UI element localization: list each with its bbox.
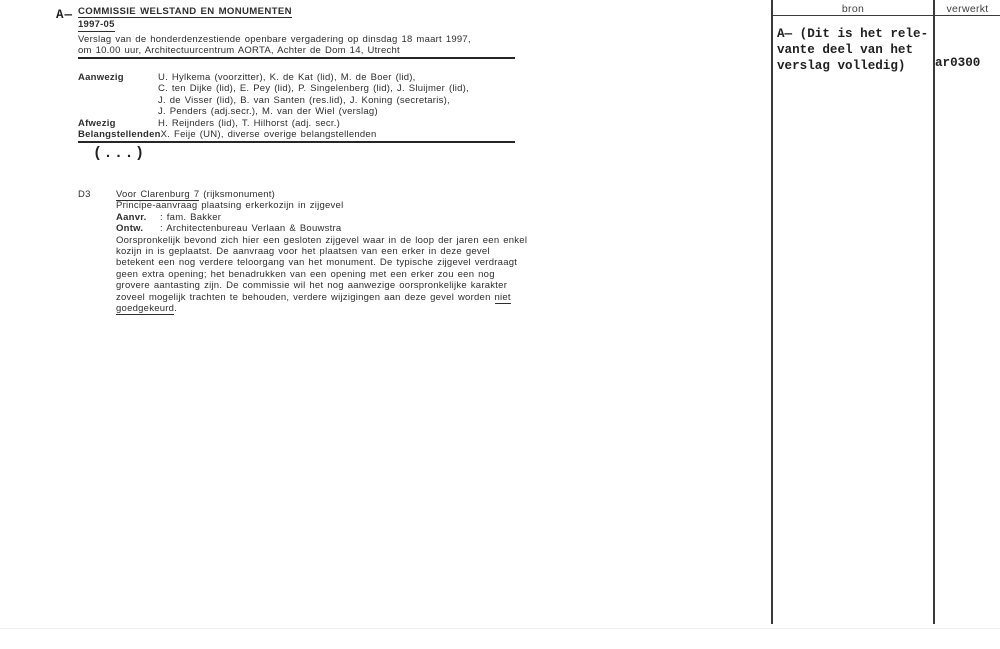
bron-column-left-border	[771, 0, 773, 624]
decision-paragraph	[116, 235, 527, 315]
attendance-block	[78, 72, 518, 140]
attendance-label: Aanwezig	[78, 72, 124, 83]
attendance-names: J. Penders (adj.secr.), M. van der Wiel (verslag)	[158, 106, 378, 118]
paragraph-line	[116, 292, 527, 303]
attendance-label: Belangstellenden	[78, 129, 161, 141]
verwerkt-annotation-value: ar0300	[935, 56, 981, 70]
agenda-item-address-line	[116, 189, 527, 200]
paragraph-line-text: zoveel mogelijk trachten te behouden, verdere wijzigingen aan deze gevel worden	[116, 291, 495, 303]
paragraph-line: Oorspronkelijk bevond zich hier een gesloten zijgevel waar in de loop der jaren een enkel	[116, 234, 528, 246]
attendance-names: J. de Visser (lid), B. van Santen (res.lid), J. Koning (secretaris),	[158, 94, 450, 106]
scan-artifact-line	[0, 628, 1000, 629]
verwerkt-column-left-border	[933, 0, 935, 624]
agenda-item-code: D3	[78, 189, 91, 200]
document-title: COMMISSIE WELSTAND EN MONUMENTEN	[78, 6, 292, 17]
paragraph-line: grovere aantasting zijn. De commissie wil het nog aanwezige oorspronkelijke karakter	[116, 280, 508, 292]
verwerkt-column-header: verwerkt	[946, 3, 989, 15]
meeting-meta-line: om 10.00 uur, Architectuurcentrum AORTA, Achter de Dom 14, Utrecht	[78, 45, 400, 57]
attendance-label: Afwezig	[78, 117, 116, 129]
margin-annotation: A—	[56, 8, 74, 22]
decision-word-niet: niet	[494, 291, 511, 303]
attendance-row	[78, 83, 518, 94]
designer-label: Ontw.	[116, 223, 144, 235]
document-number: 1997-05	[78, 19, 115, 31]
agenda-item-d3	[78, 189, 527, 314]
paragraph-line: betekent een nog verdere teloorgang van het monument. De typische zijgevel verdraagt	[116, 257, 518, 269]
attendance-row	[78, 129, 518, 140]
bron-annotation-note	[777, 26, 928, 74]
header-divider-rule	[78, 57, 515, 59]
attendance-row	[78, 72, 518, 83]
agenda-item-address-suffix: (rijksmonument)	[199, 189, 276, 200]
applicant-label: Aanvr.	[116, 211, 147, 223]
paragraph-line-suffix: .	[174, 303, 178, 315]
attendance-names: H. Reijnders (lid), T. Hilhorst (adj. secr.)	[158, 117, 341, 129]
paragraph-line: kozijn in is geplaatst. De aanvraag voor het plaatsen van een erker in deze gevel	[116, 246, 490, 258]
attendance-label	[78, 106, 158, 117]
attendance-label	[78, 95, 158, 106]
meeting-meta-line: Verslag van de honderdenzestiende openbare vergadering op dinsdag 18 maart 1997,	[78, 33, 471, 45]
decision-word-goedgekeurd: goedgekeurd	[116, 303, 175, 315]
attendance-names: X. Feije (UN), diverse overige belangstellenden	[160, 129, 377, 141]
designer-row	[116, 223, 527, 234]
paragraph-line: geen extra opening; het benadrukken van een opening met een erker zou een nog	[116, 268, 495, 280]
agenda-item-subject: Principe-aanvraag plaatsing erkerkozijn in zijgevel	[116, 200, 344, 212]
applicant-row	[116, 212, 527, 223]
attendance-row	[78, 118, 518, 129]
bron-note-line: A— (Dit is het rele-	[777, 27, 929, 41]
attendance-label	[78, 83, 158, 94]
omission-ellipsis: (...)	[93, 145, 146, 162]
bron-note-line: vante deel van het	[777, 43, 914, 57]
applicant-value: : fam. Bakker	[160, 211, 222, 223]
designer-value: : Architectenbureau Verlaan & Bouwstra	[160, 223, 342, 235]
bron-note-line: verslag volledig)	[777, 59, 906, 73]
paragraph-line	[116, 303, 527, 314]
agenda-item-address: Voor Clarenburg 7	[116, 189, 200, 200]
attendance-divider-rule	[78, 141, 515, 143]
document-header	[78, 6, 471, 57]
attendance-names: U. Hylkema (voorzitter), K. de Kat (lid), M. de Boer (lid),	[158, 72, 416, 83]
attendance-names: C. ten Dijke (lid), E. Pey (lid), P. Singelenberg (lid), J. Sluijmer (lid),	[158, 83, 469, 95]
attendance-row	[78, 95, 518, 106]
column-header-underline	[771, 15, 1000, 16]
bron-column-header: bron	[841, 3, 865, 15]
attendance-row	[78, 106, 518, 117]
